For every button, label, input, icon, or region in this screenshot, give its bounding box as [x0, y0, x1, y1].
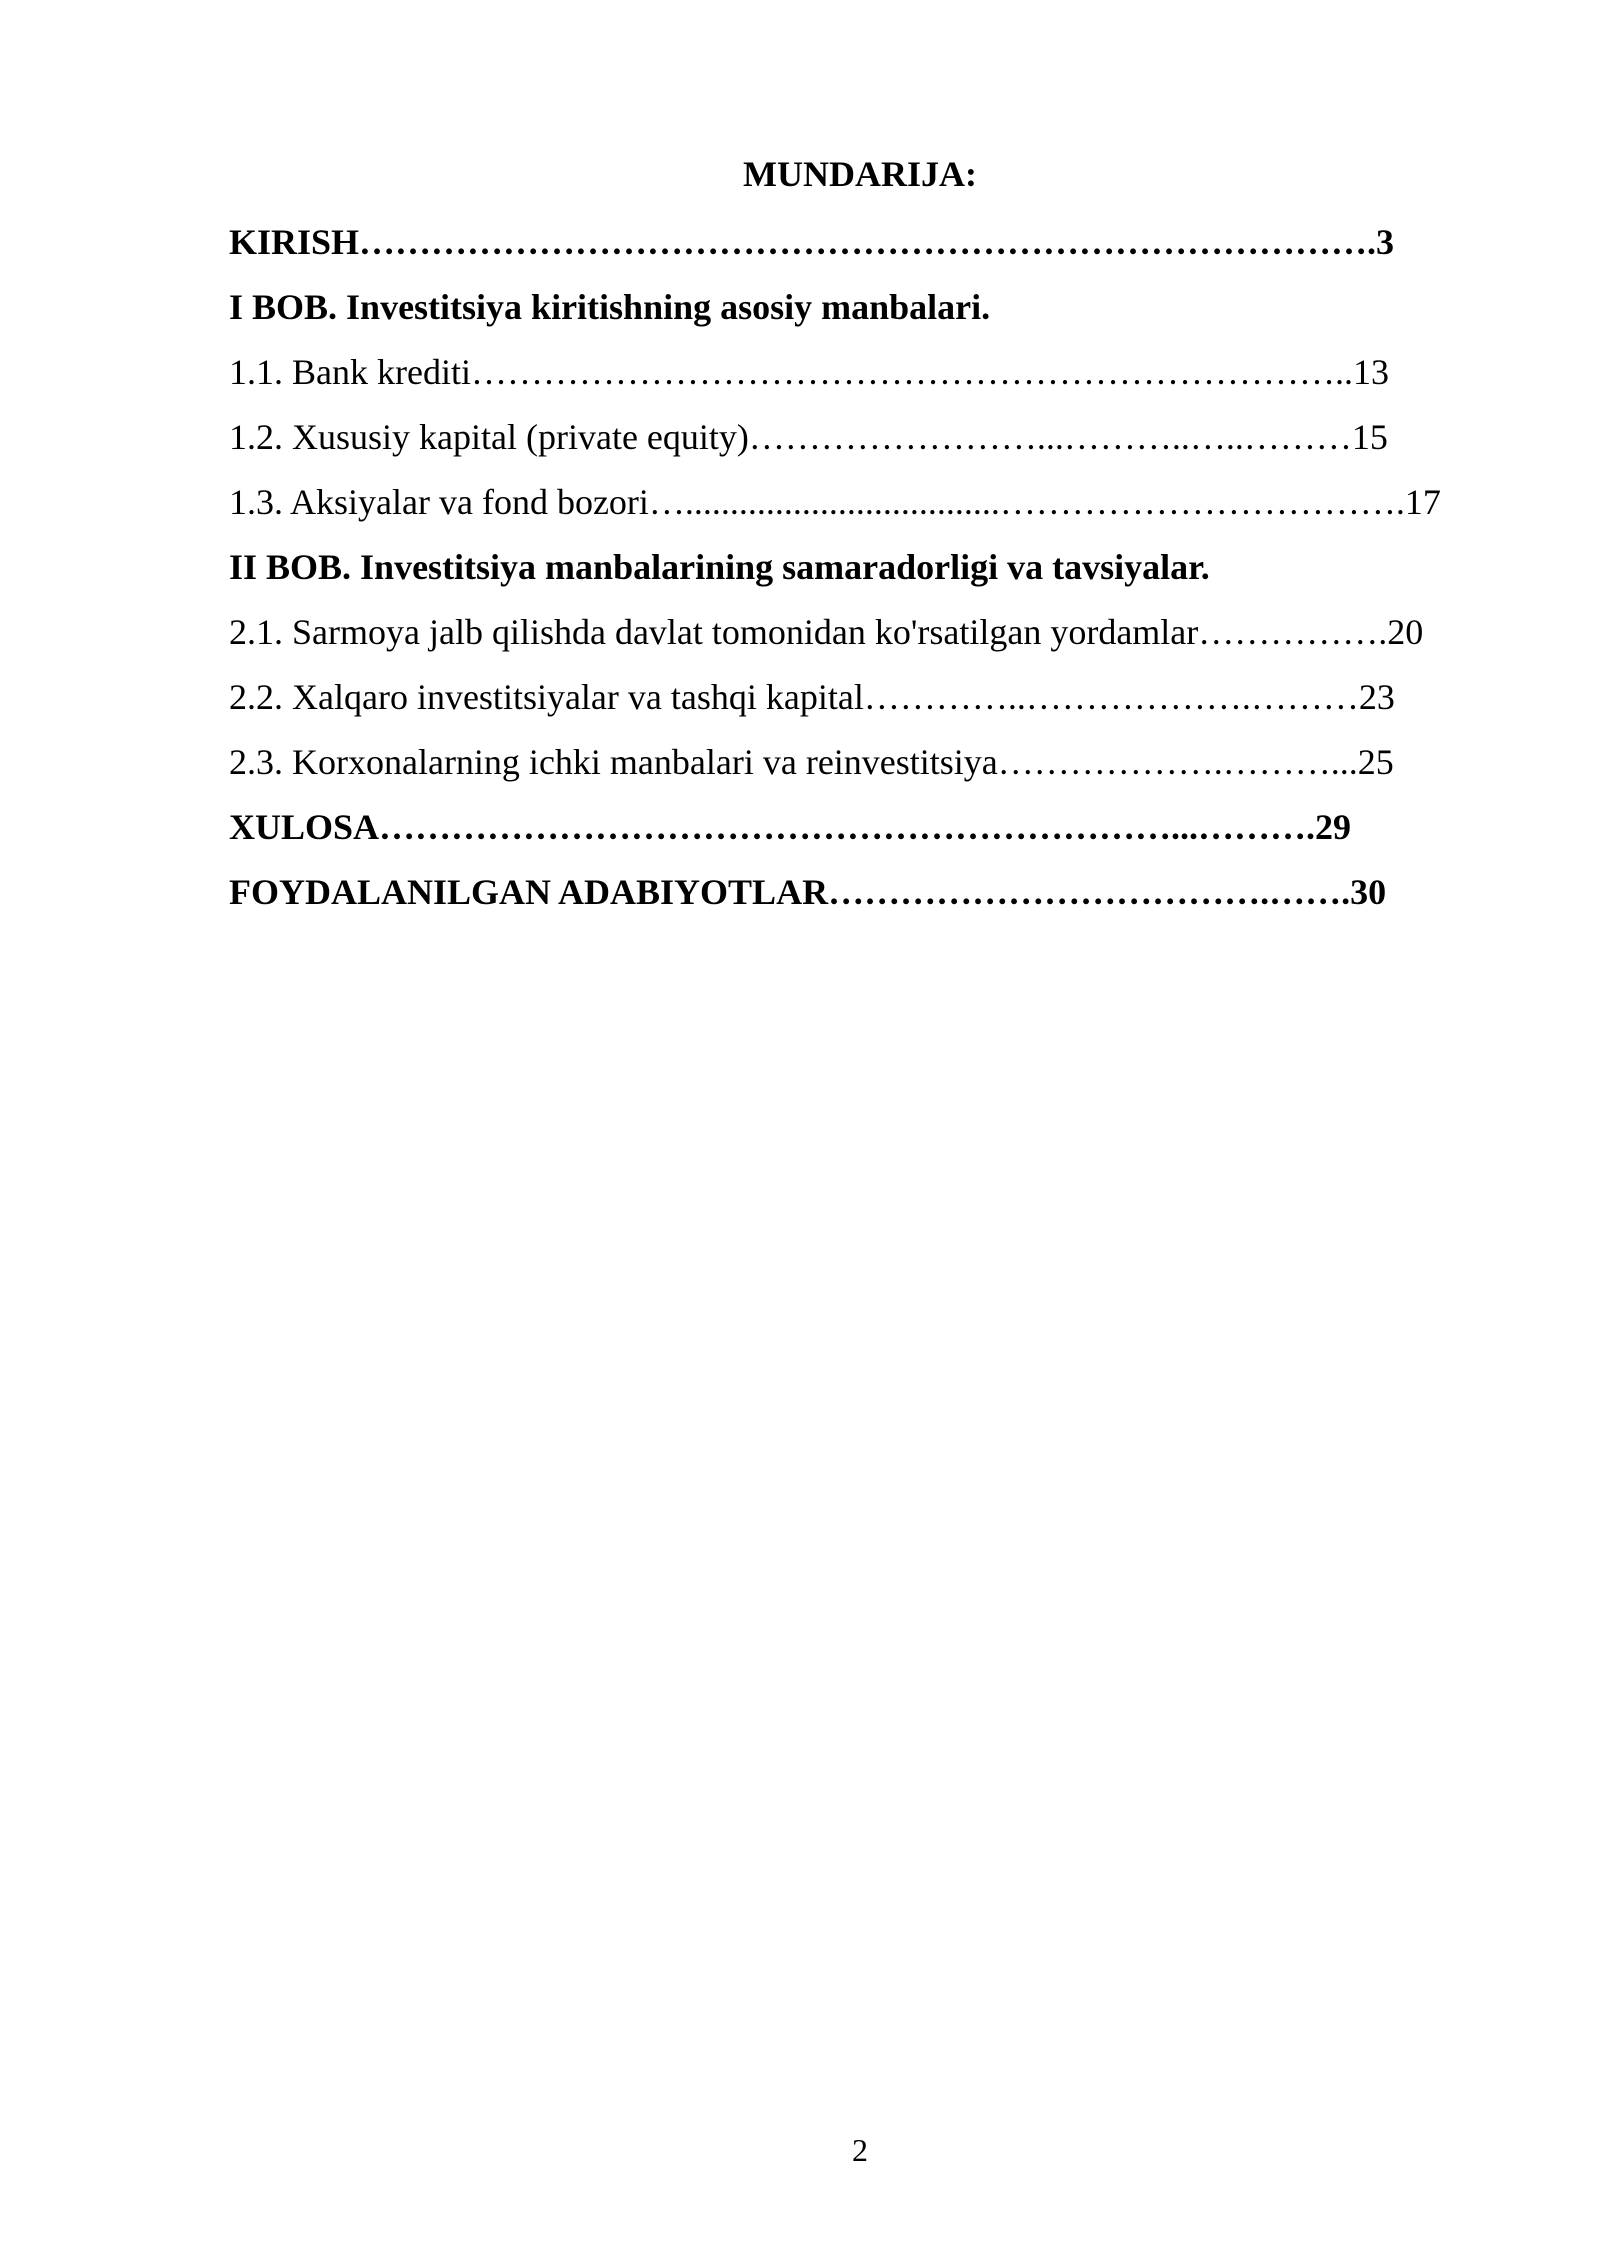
page-number: 2 — [852, 2132, 868, 2168]
toc-entry-1-3: 1.3. Aksiyalar va fond bozori…...................................…………………………….17 — [229, 482, 1441, 522]
toc-chapter-1: I BOB. Investitsiya kiritishning asosiy manbalari. — [229, 287, 991, 327]
toc-entry-kirish: KIRISH………………………………………………………………………….3 — [229, 222, 1395, 262]
toc-entry-2-3: 2.3. Korxonalarning ichki manbalari va reinvestitsiya……………….………...25 — [229, 742, 1394, 782]
toc-chapter-2: II BOB. Investitsiya manbalarining samaradorligi va tavsiyalar. — [229, 547, 1210, 587]
toc-entry-2-2: 2.2. Xalqaro investitsiyalar va tashqi kapital…………..……………….………23 — [229, 677, 1395, 717]
toc-entry-xulosa: XULOSA…………………………………………………………...……….29 — [229, 807, 1352, 847]
toc-entry-2-1: 2.1. Sarmoya jalb qilishda davlat tomonidan ko'rsatilgan yordamlar…………….20 — [229, 612, 1424, 652]
toc-title: MUNDARIJA: — [743, 154, 977, 194]
toc-entry-references: FOYDALANILGAN ADABIYOTLAR……………………………….…….30 — [229, 872, 1387, 912]
table-of-contents — [229, 217, 1489, 932]
toc-entry-1-1: 1.1. Bank krediti………………………………………………………………..13 — [229, 352, 1389, 392]
toc-entry-1-2: 1.2. Xususiy kapital (private equity)……………………...………..…..………15 — [229, 417, 1388, 457]
